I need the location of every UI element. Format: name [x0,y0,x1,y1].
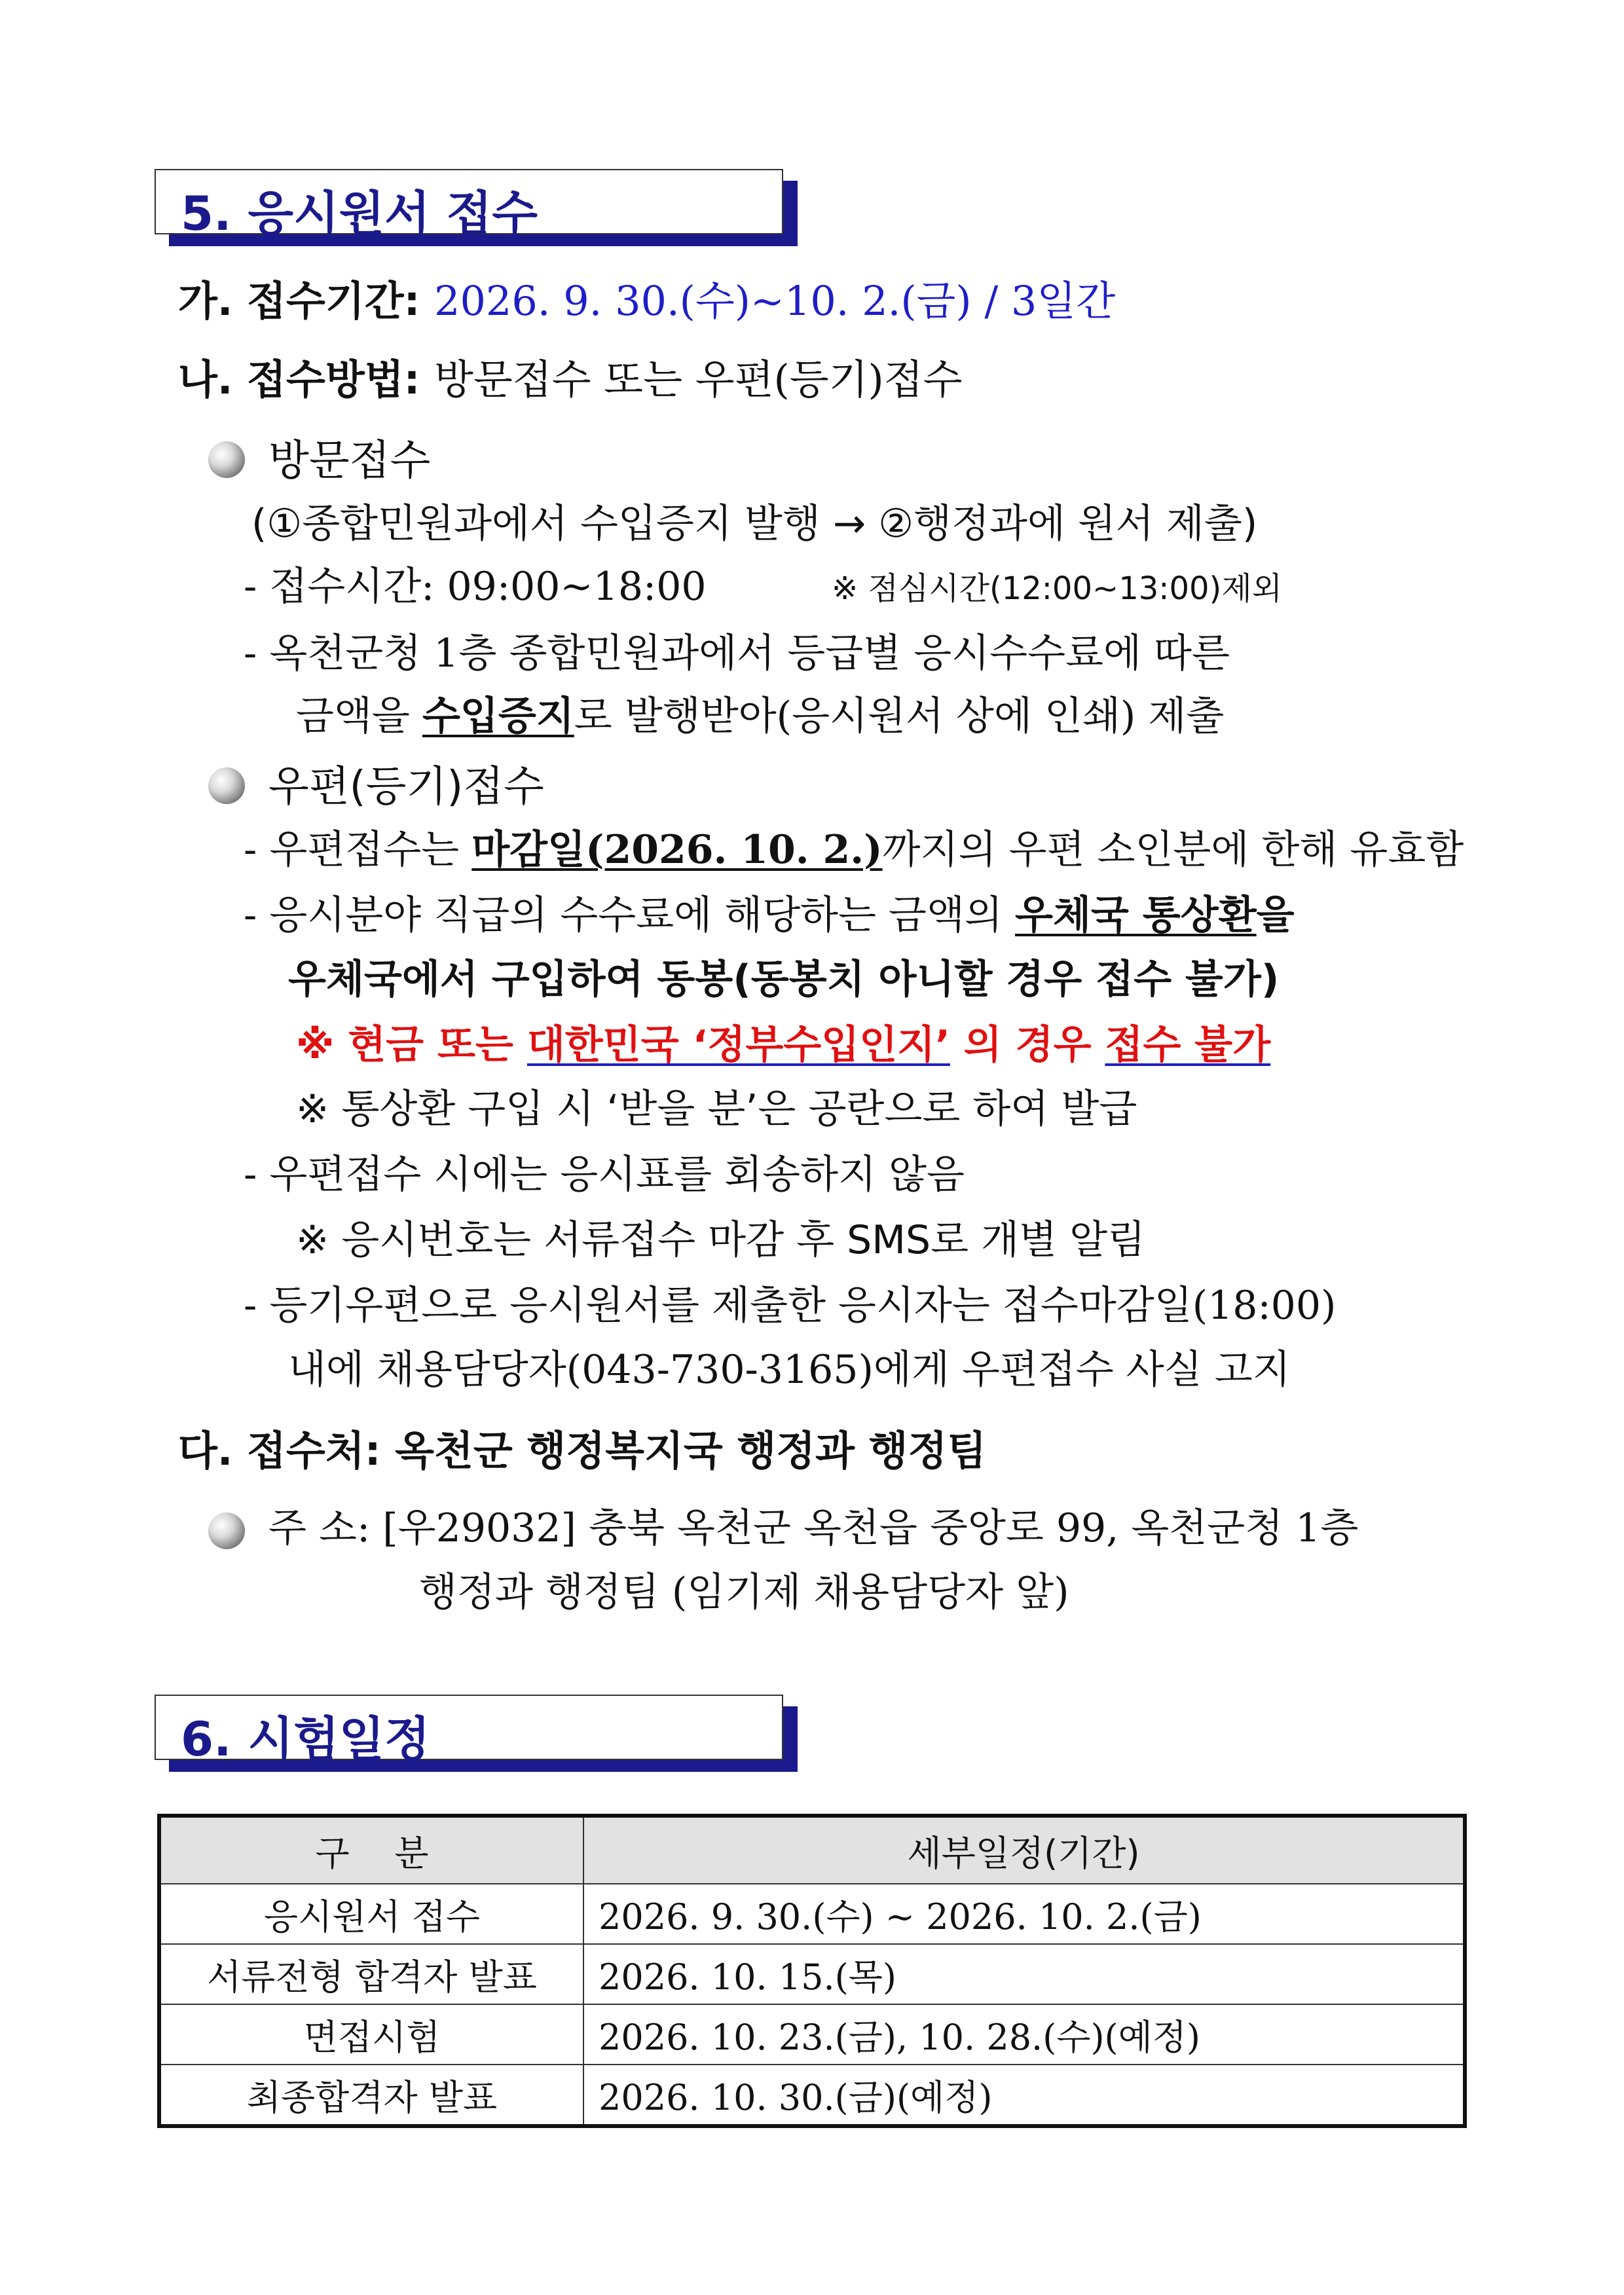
bullet-icon [208,441,245,478]
mail-line1-a: - 우편접수는 [244,827,472,873]
header-category: 구 분 [159,1816,583,1884]
bullet-icon [208,767,245,804]
table-row [159,2065,1465,2126]
mail-line8: - 등기우편으로 응시원서를 제출한 응시자는 접수마감일(18:00) [244,1283,1337,1329]
address-line2: 행정과 행정팀 (임기제 채용담당자 앞) [419,1570,1069,1615]
reception-method-value: 방문접수 또는 우편(등기)접수 [434,356,963,403]
row-category: 응시원서 접수 [159,1884,583,1944]
reception-place [178,1418,986,1477]
mail-line6: - 우편접수 시에는 응시표를 회송하지 않음 [244,1152,965,1198]
mail-line1-b: 까지의 우편 소인분에 한해 유효함 [882,827,1464,873]
mail-note-recipient: ※ 통상환 구입 시 ‘받을 분’은 공란으로 하여 발급 [296,1086,1137,1132]
mail-line2-a: - 응시분야 직급의 수수료에 해당하는 금액의 [244,892,1015,938]
header-schedule: 세부일정(기간) [583,1816,1465,1884]
section5-header [155,169,783,241]
table-row [159,1944,1465,2004]
address-line1: 주 소: [우29032] 충북 옥천군 옥천읍 중앙로 99, 옥천군청 1층 [268,1505,1359,1551]
row-category: 서류전형 합격자 발표 [159,1944,583,2004]
reception-period-value: 2026. 9. 30.(수)~10. 2.(금) / 3일간 [434,277,1116,325]
row-schedule: 2026. 10. 23.(금), 10. 28.(수)(예정) [583,2004,1465,2065]
visit-steps: (①종합민원과에서 수입증지 발행 → ②행정과에 원서 제출) [251,501,1258,547]
exam-schedule-table [157,1814,1467,2128]
row-schedule: 2026. 9. 30.(수) ~ 2026. 10. 2.(금) [583,1884,1465,1944]
row-category: 면접시험 [159,2004,583,2065]
row-category: 최종합격자 발표 [159,2065,583,2126]
visit-line2-a: 금액을 [296,693,422,739]
table-row [159,2004,1465,2065]
table-header-row [159,1816,1465,1884]
visit-hours: - 접수시간: 09:00~18:00 [244,564,707,610]
reception-method-label: 나. 접수방법: [178,356,420,403]
section5-title: 5. 응시원서 접수 [181,186,538,241]
section6-title: 6. 시험일정 [181,1712,430,1767]
mail-line2 [244,884,1295,940]
row-schedule: 2026. 10. 30.(금)(예정) [583,2065,1465,2126]
mail-title: 우편(등기)접수 [268,763,544,811]
mail-line9: 내에 채용담당자(043-730-3165)에게 우편접수 사실 고지 [288,1347,1291,1393]
mail-warning-b: 의 경우 [950,1022,1105,1068]
reception-period-label: 가. 접수기간: [178,277,420,325]
mail-warning-a: ※ 현금 또는 [296,1022,527,1068]
revenue-stamp-text: 수입증지 [422,693,574,739]
deadline-text: 마감일(2026. 10. 2.) [471,827,883,873]
postal-order-text: 우체국 통상환 [1015,892,1257,938]
visit-line2-b: 로 발행받아(응시원서 상에 인쇄) 제출 [574,693,1225,739]
lunch-note: ※ 점심시간(12:00~13:00)제외 [832,570,1283,607]
visit-line2 [296,685,1224,741]
row-schedule: 2026. 10. 15.(목) [583,1944,1465,2004]
visit-title: 방문접수 [268,437,431,485]
reception-method [178,347,963,405]
reception-place-value: 옥천군 행정복지국 행정과 행정팀 [395,1427,987,1475]
visit-line1: - 옥천군청 1층 종합민원과에서 등급별 응시수수료에 따른 [244,631,1230,676]
mail-line2-b: 을 [1256,892,1295,938]
mail-warning [296,1014,1270,1070]
mail-line1 [244,818,1464,875]
revenue-stamp-warning: 대한민국 ‘정부수입인지’ [526,1022,950,1068]
reception-place-label: 다. 접수처: [178,1427,381,1475]
not-accepted-text: 접수 불가 [1105,1022,1271,1068]
bullet-icon [208,1513,245,1549]
mail-note-sms: ※ 응시번호는 서류접수 마감 후 SMS로 개별 알림 [296,1217,1146,1263]
mail-line3: 우체국에서 구입하여 동봉(동봉치 아니할 경우 접수 불가) [288,957,1280,1002]
section6-header [155,1695,783,1767]
reception-period [178,268,1115,327]
table-row [159,1884,1465,1944]
